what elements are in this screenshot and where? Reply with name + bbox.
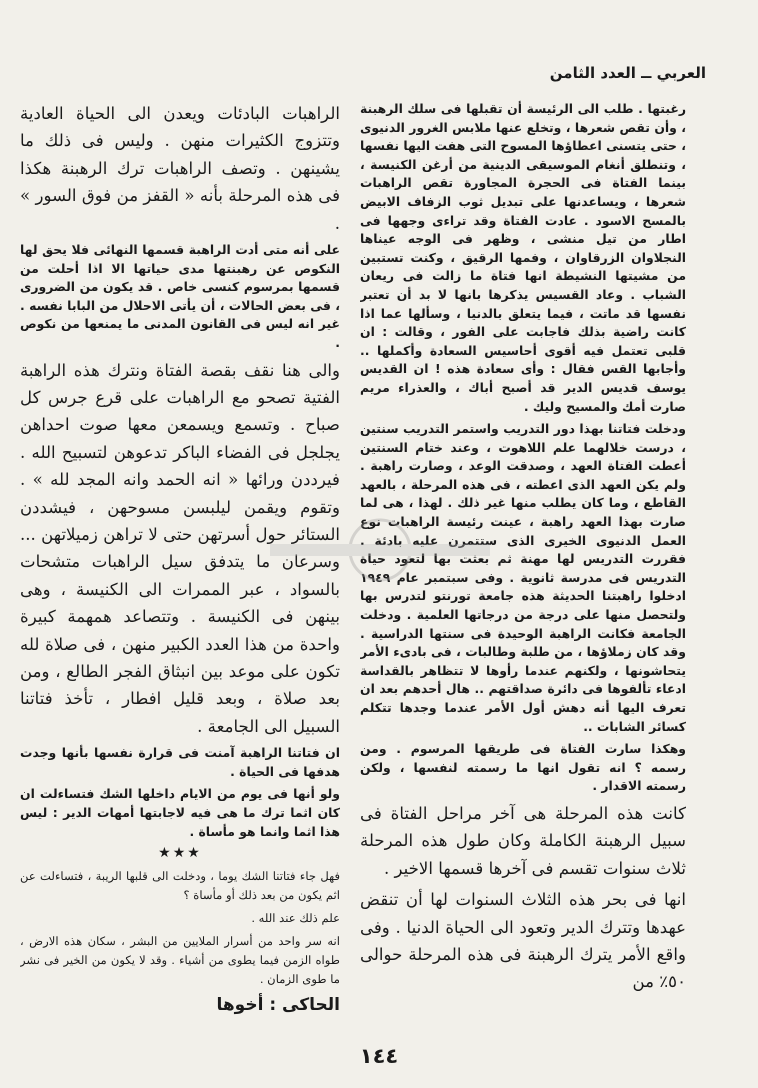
body-paragraph: وهكذا سارت الفتاة فى طريقها المرسوم . ومن رسمه ؟ انه تقول انها ما رسمته لنفسها ، ولكن رسمته الاقدار . [360,741,686,794]
body-paragraph: ولو أنها فى يوم من الايام داخلها الشك فتساءلت ان كان اثما ترك ما هى فيه لاجابتها أمهات الدير : ليس هذا اثما وانما هو مأساة . [20,786,340,839]
body-paragraph: رغبتها . طلب الى الرئيسة أن تقبلها فى سلك الرهبنة ، وأن تقص شعرها ، وتخلع عنها ملابس الغرور الدنيوى ، حتى يتسنى اعطاؤها المسوح التى هفت اليها نفسها ، وتنطلق أنغام الموسيقى الدينية من أرغن الكنيسة ، بينما الفتاة فى الحجرة المجاورة تقص الراهبات شعرها ، ويساعدنها على تبديل ثوب الزفاف الابيض بالمسح الاسود . عادت الفتاة وقد تراءى وجهها فى اطار من تيل منشى ، وظهر فى الوجه عيناها النجلاوان الزرقاوان ، وفمها الرقيق ، وكنت تستبين من مشيتها النشيطة انها فتاة ما زالت فى ريعان الشباب . وعاد القسيس يذكرها بانها لا بد أن تعتبر نفسها قد ماتت ، فيما يتعلق بالدنيا ، وسألها عما اذا كانت راضية بذلك فاجابت على الفور ، وقالت : ان قلبى تعتمل فيه أقوى أحاسيس السعادة وأكملها .. وأجابها القس فقال : وأى سعادة هذه ! ان القديس يوسف قديس الدير قد أصبح أباك ، والعذراء مريم صارت أمك والمسيح وليك . [360,101,686,414]
body-paragraph: على أنه متى أدت الراهبة قسمها النهائى فلا يحق لها النكوص عن رهبنتها مدى حياتها الا اذا أحلت من قسمها بمرسوم كنسى خاص . قد يكون من الضرورى ، فى بعض الحالات ، أن يأتى الاحلال من البابا نفسه . غير انه ليس فى القانون المدنى ما يمنعها من نكوص . [20,242,340,350]
large-paragraph: كانت هذه المرحلة هى آخر مراحل الفتاة فى سبيل الرهبنة الكاملة وكان طول هذه المرحلة ثلاث سنوات تقسم فى آخرها قسمها الاخير . [360,803,686,878]
epilogue-paragraph: علم ذلك عند الله . [251,911,340,926]
body-paragraph: ودخلت فتاتنا بهذا دور التدريب واستمر التدريب سنتين ، درست خلالهما علم اللاهوت ، وعند ختام السنتين أعطت الفتاة العهد ، وصدقت الوعد ، وصارت راهبة . ولم يكن العهد الذى اعطته ، فى هذه المرحلة ، بالعهد القاطع ، وما كان يطلب منها غير ذلك . لهذا ، هى لما صارت بهذا العهد راهبة ، عينت رئيسة الراهبات نوع العمل الدنيوى الخيرى الذى ستتمرن عليه بادئة . فقررت التدريس لها مهنة ثم بعثت بها لتعود حياة التدريس فى مدرسة ثانوية . وفى سبتمبر عام ١٩٤٩ ادخلوا راهبتنا الحديثة هذه جامعة تورنتو لتدرس بها ولتحصل منها على درجة من درجاتها العلمية . ودخلت الجامعة فكانت الراهبة الوحيدة فى سنتها الدراسية . وقد كان زملاؤها ، من طلبة وطالبات ، فى بادىء الأمر يتحاشونها ، ولكنهم عندما رأوها لا تتظاهر بالقداسة ادعاء تألفوها فى دائرة صداقتهم .. هال أحدهم بعد ان تعرف اليها أنه دهش أول الأمر عندما وجدها تتكلم كسائر الشابات .. [360,421,686,734]
body-paragraph: ان فتاتنا الراهبة آمنت فى قرارة نفسها بأنها وجدت هدفها فى الحياة . [20,745,340,779]
large-paragraph: والى هنا نقف بقصة الفتاة ونترك هذه الراهبة الفتية تصحو مع الراهبات على قرع جرس كل صباح . وتسمع ويسمعن معها صوت احداهن يجلجل فى الفضاء الباكر تدعوهن لتسبيح الله . فيرددن ورائها « انه الحمد وانه المجد لله » . وتقوم ويقمن ليلبسن مسوحهن ، فيشددن الستائر حول أسرتهن حتى لا تراهن زميلاتهن ... وسرعان ما يتدفق سيل الراهبات متشحات بالسواد ، عبر الممرات الى الكنيسة ، وهى بينهن فى الكنيسة . وتتصاعد همهمة كبيرة واحدة من هذا العدد الكبير منهن ، فى صلاة لله تكون على موعد بين انبثاق الفجر الطالع ، ومن بعد صلاة ، وبعد قليل افطار ، تأخذ فتاتنا السبيل الى الجامعة . [20,360,340,736]
right-column [360,100,686,1000]
section-divider-stars: ★★★ [158,845,202,862]
page-number: ١٤٤ [359,1044,399,1068]
large-paragraph: الراهبات البادئات ويعدن الى الحياة العادية وتتزوج الكثيرات منهن . وليس فى ذلك ما يشينهن . وتصف الراهبات ترك الرهبنة هكذا فى هذه المرحلة بأنه « القفز من فوق السور » . [20,104,340,233]
running-head: العربي ــ العدد الثامن [549,64,706,82]
epilogue-paragraph: انه سر واحد من أسرار الملايين من البشر ، سكان هذه الارض ، طواه الزمن فيما يطوى من أشياء . وقد لا يكون من الخير فى نشر ما طوى الزمان . [20,934,340,987]
left-column [20,100,340,1015]
epilogue-paragraph: فهل جاء فتاتنا الشك يوما ، ودخلت الى قلبها الريبة ، فتساءلت عن اثم يكون من بعد ذلك أو مأساة ؟ [20,869,340,903]
large-paragraph: انها فى بحر هذه الثلاث السنوات لها أن تنقض عهدها وتترك الدير وتعود الى الحياة الدنيا . وفى واقع الأمر يترك الرهبنة فى هذه المرحلة حوالى ٥٠٪ من [360,890,686,992]
author-signature: الحاكى : أخوها [216,995,340,1016]
